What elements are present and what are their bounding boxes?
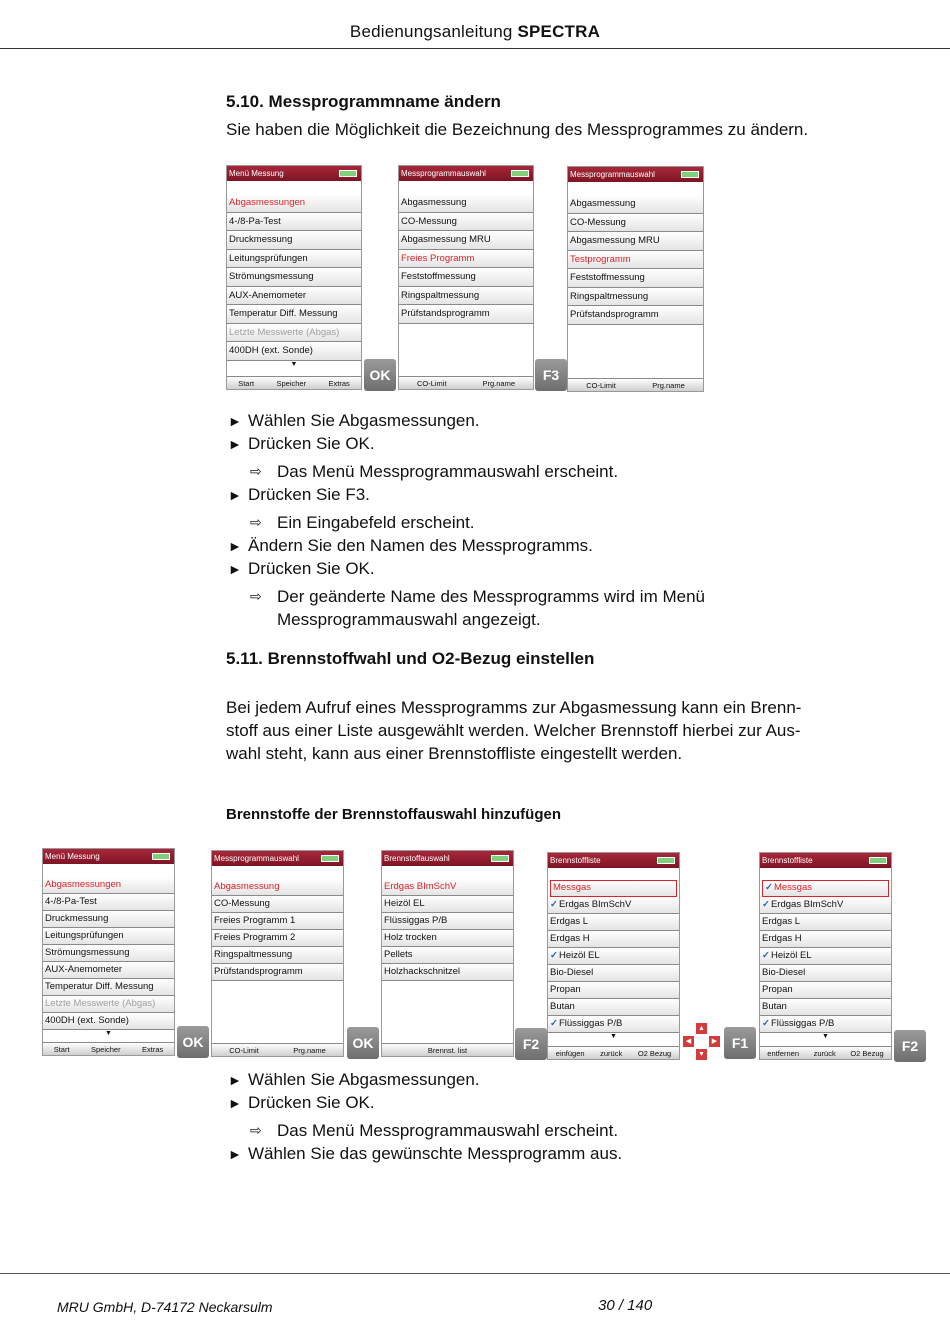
screen-title-bar: Messprogrammauswahl (568, 167, 703, 182)
fuel-list-item[interactable]: Bio-Diesel (760, 965, 891, 982)
device-screen-messprogrammauswahl-2 (211, 850, 344, 1057)
softkey-bar (399, 376, 533, 389)
step: ► Drücken Sie OK. (228, 432, 705, 455)
footer-company: MRU GmbH, D-74172 Neckarsulm (57, 1299, 273, 1315)
program-item[interactable]: CO-Messung (212, 896, 343, 913)
fuel-list-item-checked: ✓Heizöl EL (760, 948, 891, 965)
softkey-co-limit[interactable]: CO-Limit (229, 1045, 259, 1055)
footer-divider (0, 1273, 950, 1274)
program-item[interactable]: Freies Programm 2 (212, 930, 343, 947)
menu-item[interactable]: 400DH (ext. Sonde) (43, 1013, 174, 1030)
check-icon: ✓ (762, 1018, 770, 1029)
fuel-list-item[interactable]: Erdgas H (548, 931, 679, 948)
program-item[interactable]: Freies Programm 1 (212, 913, 343, 930)
menu-item[interactable]: Druckmessung (227, 231, 361, 250)
fuel-item[interactable]: Flüssiggas P/B (382, 913, 513, 930)
fuel-item-selected[interactable]: Erdgas BImSchV (382, 879, 513, 896)
check-icon: ✓ (762, 899, 770, 910)
menu-item[interactable]: 400DH (ext. Sonde) (227, 342, 361, 361)
arrow-right-icon: ► (228, 1146, 242, 1162)
check-icon: ✓ (762, 950, 770, 961)
menu-item[interactable]: 4-/8-Pa-Test (43, 894, 174, 911)
scroll-down-icon: ▼ (290, 360, 298, 368)
program-item[interactable]: Feststoffmessung (399, 268, 533, 287)
softkey-bar (382, 1043, 513, 1056)
battery-icon (491, 855, 509, 862)
arrow-right-icon: ► (228, 1072, 242, 1088)
section-510-steps (228, 409, 705, 631)
menu-item[interactable]: Druckmessung (43, 911, 174, 928)
result-arrow-icon: ⇨ (250, 1122, 262, 1138)
screen-title-bar: Brennstoffliste (548, 853, 679, 868)
program-item[interactable]: CO-Messung (399, 213, 533, 232)
section-511-subtitle: Brennstoffe der Brennstoffauswahl hinzufügen (226, 806, 562, 823)
menu-item-disabled: Letzte Messwerte (Abgas) (43, 996, 174, 1013)
result-arrow-icon: ⇨ (250, 588, 262, 604)
softkey-extras[interactable]: Extras (142, 1044, 164, 1054)
menu-item-abgasmessungen[interactable]: Abgasmessungen (43, 877, 174, 894)
screen-title-bar: Menü Messung (43, 849, 174, 864)
softkey-einfuegen[interactable]: einfügen (555, 1048, 585, 1058)
softkey-prg-name[interactable]: Prg.name (293, 1045, 326, 1055)
device-screen-brennstoffauswahl (381, 850, 514, 1057)
step: ► Drücken Sie OK. (228, 557, 705, 580)
check-icon: ✓ (550, 899, 558, 910)
section-511-title: 5.11. Brennstoffwahl und O2-Bezug einstellen (226, 649, 595, 668)
screen-title-bar: Brennstoffliste (760, 853, 891, 868)
fuel-list-item-checked: ✓Flüssiggas P/B (760, 1016, 891, 1033)
program-item[interactable]: Abgasmessung MRU (568, 232, 703, 251)
softkey-entfernen[interactable]: entfernen (767, 1048, 799, 1058)
menu-item[interactable]: Strömungsmessung (43, 945, 174, 962)
menu-item[interactable]: Temperatur Diff. Messung (227, 305, 361, 324)
device-screen-menu-messung-2 (42, 848, 175, 1056)
fuel-list-item[interactable]: Erdgas H (760, 931, 891, 948)
fuel-list-item-checked: ✓Heizöl EL (548, 948, 679, 965)
softkey-bar (43, 1042, 174, 1055)
screen-title-bar: Messprogrammauswahl (212, 851, 343, 866)
section-510-intro: Sie haben die Möglichkeit die Bezeichnung des Messprogrammes zu ändern. (226, 120, 809, 139)
device-screen-messprogrammauswahl (398, 165, 534, 390)
step-result: ⇨ Das Menü Messprogrammauswahl erscheint. (250, 462, 619, 481)
arrow-down-icon[interactable]: ▼ (695, 1048, 708, 1061)
softkey-bar (548, 1046, 679, 1059)
softkey-co-limit[interactable]: CO-Limit (586, 380, 616, 390)
softkey-speicher[interactable]: Speicher (276, 378, 307, 388)
fuel-item[interactable]: Heizöl EL (382, 896, 513, 913)
fuel-list-item[interactable]: Erdgas L (548, 914, 679, 931)
softkey-start[interactable]: Start (53, 1044, 70, 1054)
ok-key[interactable]: OK (364, 359, 396, 391)
program-item[interactable]: Ringspaltmessung (568, 288, 703, 307)
softkey-zurueck[interactable]: zurück (813, 1048, 836, 1058)
arrow-right-icon: ► (228, 538, 242, 554)
program-item[interactable]: Abgasmessung (399, 194, 533, 213)
page-number: 30 / 140 (598, 1297, 653, 1314)
step: ► Drücken Sie OK. (228, 1091, 622, 1114)
step: ► Wählen Sie Abgasmessungen. (228, 1068, 622, 1091)
fuel-list-item[interactable]: Bio-Diesel (548, 965, 679, 982)
f2-key[interactable]: F2 (894, 1030, 926, 1062)
screen-title-bar: Messprogrammauswahl (399, 166, 533, 181)
device-screen-menu-messung (226, 165, 362, 390)
menu-item[interactable]: AUX-Anemometer (43, 962, 174, 979)
softkey-o2-bezug[interactable]: O2 Bezug (850, 1048, 884, 1058)
header-divider (0, 48, 950, 49)
program-item[interactable]: Prüfstandsprogramm (212, 964, 343, 981)
f2-key[interactable]: F2 (515, 1028, 547, 1060)
softkey-prg-name[interactable]: Prg.name (652, 380, 685, 390)
battery-icon (152, 853, 170, 860)
softkey-zurueck[interactable]: zurück (600, 1048, 623, 1058)
step-result: ⇨ Das Menü Messprogrammauswahl erscheint. (250, 1121, 619, 1140)
program-item[interactable]: Ringspaltmessung (399, 287, 533, 306)
fuel-item[interactable]: Pellets (382, 947, 513, 964)
softkey-co-limit[interactable]: CO-Limit (416, 378, 447, 388)
softkey-extras[interactable]: Extras (328, 378, 350, 388)
program-item[interactable]: Feststoffmessung (568, 269, 703, 288)
program-item-selected[interactable]: Freies Programm (399, 250, 533, 269)
device-screen-brennstoffliste (547, 852, 680, 1060)
device-screen-brennstoffliste-2 (759, 852, 892, 1060)
softkey-prg-name[interactable]: Prg.name (482, 378, 516, 388)
softkey-bar (568, 378, 703, 391)
scroll-down-icon: ▼ (610, 1033, 617, 1040)
screen-title-bar: Brennstoffauswahl (382, 851, 513, 866)
header-brand: SPECTRA (517, 22, 601, 41)
check-icon: ✓ (550, 1018, 558, 1029)
program-item[interactable]: Ringspaltmessung (212, 947, 343, 964)
program-item-selected[interactable]: Testprogramm (568, 251, 703, 270)
battery-icon (321, 855, 339, 862)
battery-icon (869, 857, 887, 864)
arrow-up-icon[interactable]: ▲ (695, 1022, 708, 1035)
header-title-prefix: Bedienungsanleitung (349, 22, 513, 41)
program-item[interactable]: Abgasmessung MRU (399, 231, 533, 250)
battery-icon (339, 170, 357, 177)
menu-item[interactable]: Leitungsprüfungen (227, 250, 361, 269)
arrow-right-icon[interactable]: ▶ (708, 1035, 721, 1048)
fuel-item[interactable]: Holz trocken (382, 930, 513, 947)
step-result: ⇨ Der geänderte Name des Messprogramms wird im Menü Messprogrammauswahl angezeigt. (250, 587, 705, 629)
device-screen-messprogrammauswahl-renamed (567, 166, 704, 392)
result-arrow-icon: ⇨ (250, 514, 262, 530)
navigation-arrows-icon[interactable] (682, 1022, 722, 1062)
program-item-selected[interactable]: Abgasmessung (212, 879, 343, 896)
program-item[interactable]: Abgasmessung (568, 195, 703, 214)
program-item[interactable]: Prüfstandsprogramm (399, 305, 533, 324)
section-511-paragraph: Bei jedem Aufruf eines Messprogramms zur Abgasmessung kann ein Brenn- stoff aus einer Liste ausgewählt werden. Welcher Brennstoff hierbei zur Aus- wahl steht, kann aus einer Brennstoffliste eingestellt werden. (226, 698, 802, 763)
result-arrow-icon: ⇨ (250, 463, 262, 479)
fuel-list-item[interactable]: Propan (760, 982, 891, 999)
f3-key[interactable]: F3 (535, 359, 567, 391)
fuel-list-item[interactable]: Erdgas L (760, 914, 891, 931)
arrow-right-icon: ► (228, 487, 242, 503)
menu-item[interactable]: 4-/8-Pa-Test (227, 213, 361, 232)
fuel-list-item[interactable]: Butan (548, 999, 679, 1016)
scroll-down-icon: ▼ (822, 1033, 829, 1040)
fuel-list-item[interactable]: Propan (548, 982, 679, 999)
scroll-down-icon: ▼ (105, 1030, 112, 1037)
arrow-right-icon: ► (228, 1095, 242, 1111)
menu-item[interactable]: Leitungsprüfungen (43, 928, 174, 945)
menu-item-abgasmessungen[interactable]: Abgasmessungen (227, 194, 361, 213)
step: ► Wählen Sie das gewünschte Messprogramm aus. (228, 1142, 622, 1165)
running-header (0, 22, 950, 42)
battery-icon (511, 170, 529, 177)
softkey-o2-bezug[interactable]: O2 Bezug (637, 1048, 672, 1058)
softkey-start[interactable]: Start (238, 378, 255, 388)
menu-item[interactable]: Strömungsmessung (227, 268, 361, 287)
step-result: ⇨ Ein Eingabefeld erscheint. (250, 513, 475, 532)
arrow-right-icon: ► (228, 561, 242, 577)
program-item[interactable]: CO-Messung (568, 214, 703, 233)
fuel-list-item-checked: ✓Flüssiggas P/B (548, 1016, 679, 1033)
arrow-right-icon: ► (228, 436, 242, 452)
softkey-brennst-list[interactable]: Brennst. list (427, 1045, 468, 1055)
fuel-list-item-checked: ✓Erdgas BImSchV (548, 897, 679, 914)
arrow-right-icon: ► (228, 413, 242, 429)
step: ► Wählen Sie Abgasmessungen. (228, 409, 705, 432)
check-icon: ✓ (550, 950, 558, 961)
softkey-bar (227, 376, 361, 389)
section-511-steps (228, 1068, 622, 1165)
ok-key[interactable]: OK (347, 1027, 379, 1059)
fuel-list-item-selected: ✓Messgas (762, 880, 889, 897)
ok-key[interactable]: OK (177, 1026, 209, 1058)
softkey-bar (212, 1043, 343, 1056)
program-item[interactable]: Prüfstandsprogramm (568, 306, 703, 325)
screen-title-bar: Menü Messung (227, 166, 361, 181)
softkey-bar (760, 1046, 891, 1059)
fuel-list-item-checked: ✓Erdgas BImSchV (760, 897, 891, 914)
step: ► Ändern Sie den Namen des Messprogramms. (228, 534, 705, 557)
section-510-title: 5.10. Messprogrammname ändern (226, 92, 501, 111)
battery-icon (657, 857, 675, 864)
battery-icon (681, 171, 699, 178)
menu-item[interactable]: Temperatur Diff. Messung (43, 979, 174, 996)
f1-key[interactable]: F1 (724, 1027, 756, 1059)
arrow-left-icon[interactable]: ◀ (682, 1035, 695, 1048)
fuel-list-item[interactable]: Butan (760, 999, 891, 1016)
fuel-item[interactable]: Holzhackschnitzel (382, 964, 513, 981)
menu-item-disabled: Letzte Messwerte (Abgas) (227, 324, 361, 343)
softkey-speicher[interactable]: Speicher (90, 1044, 121, 1054)
step: ► Drücken Sie F3. (228, 483, 705, 506)
check-icon: ✓ (765, 882, 773, 893)
fuel-list-item-selected[interactable]: Messgas (550, 880, 677, 897)
menu-item[interactable]: AUX-Anemometer (227, 287, 361, 306)
